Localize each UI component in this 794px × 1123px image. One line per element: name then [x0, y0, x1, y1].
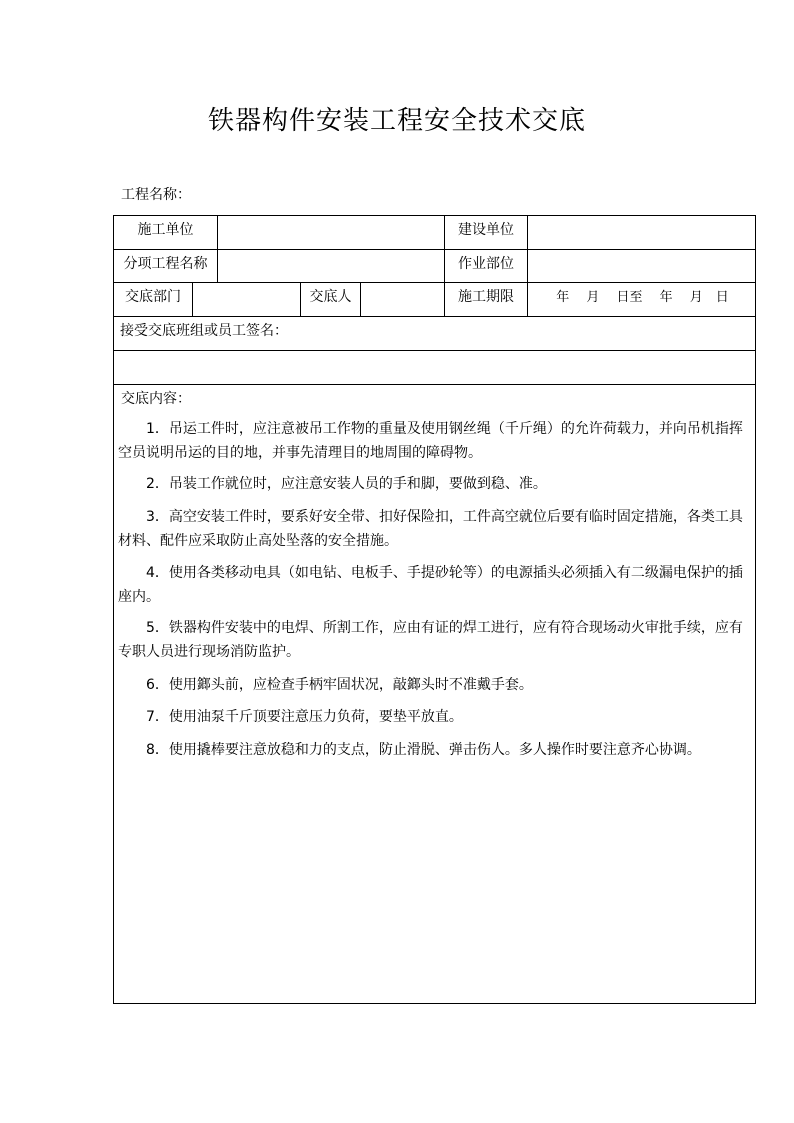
- content-item-1: [118, 417, 754, 465]
- person-field[interactable]: [361, 283, 445, 316]
- content-item-text: 8．使用撬棒要注意放稳和力的支点，防止滑脱、弹击伤人。多人操作时要注意齐心协调。: [146, 742, 701, 758]
- content-item-text: 5．铁器构件安装中的电焊、所割工作，应由有证的焊工进行，应有符合现场动火审批手续，应有专职人员进行现场消防监护。: [118, 620, 743, 660]
- form-row-signature-label: [114, 317, 755, 351]
- period-field[interactable]: 年 月 日至 年 月 日: [556, 290, 729, 305]
- builder-unit-label: 建设单位: [445, 216, 528, 249]
- content-item-8: [118, 738, 754, 762]
- construction-unit-label: 施工单位: [114, 216, 218, 249]
- content-item-text: 6．使用鎯头前，应检查手柄牢固状况，敲鎯头时不准戴手套。: [146, 677, 533, 693]
- period-label: 施工期限: [445, 283, 528, 316]
- content-item-text: 3．高空安装工件时，要系好安全带、扣好保险扣，工件高空就位后要有临时固定措施，各类工具材料、配件应采取防止高处坠落的安全措施。: [118, 509, 743, 549]
- form-row-units: [114, 216, 755, 250]
- project-name-label: 工程名称：: [121, 187, 191, 203]
- content-item-5: [118, 616, 754, 664]
- content-item-7: [118, 705, 754, 729]
- signature-label: 接受交底班组或员工签名：: [120, 323, 288, 339]
- form-row-dept: [114, 283, 755, 317]
- sub-project-field[interactable]: [218, 250, 445, 282]
- form-row-signature: [114, 351, 755, 385]
- person-label: 交底人: [301, 283, 361, 316]
- content-item-2: [118, 472, 754, 496]
- construction-unit-field[interactable]: [218, 216, 445, 249]
- content-item-4: [118, 561, 754, 609]
- content-item-6: [118, 673, 754, 697]
- dept-field[interactable]: [193, 283, 301, 316]
- document-title: 铁器构件安装工程安全技术交底: [207, 106, 586, 136]
- sub-project-label: 分项工程名称: [114, 250, 218, 282]
- builder-unit-field[interactable]: [528, 216, 757, 249]
- work-location-field[interactable]: [528, 250, 757, 282]
- disclosure-form: [113, 215, 756, 1004]
- content-item-text: 1．吊运工件时，应注意被吊工作物的重量及使用钢丝绳（千斤绳）的允许荷载力，并向吊机指挥空员说明吊运的目的地，并事先清理目的地周围的障碍物。: [118, 421, 743, 461]
- content-item-text: 2．吊装工作就位时，应注意安装人员的手和脚，要做到稳、准。: [146, 476, 547, 492]
- content-item-text: 7．使用油泵千斤顶要注意压力负荷，要垫平放直。: [146, 709, 463, 725]
- signature-field[interactable]: [114, 351, 755, 384]
- content-item-3: [118, 505, 754, 553]
- dept-label: 交底部门: [114, 283, 193, 316]
- content-label: 交底内容：: [121, 391, 191, 407]
- content-item-text: 4．使用各类移动电具（如电钻、电板手、手提砂轮等）的电源插头必须插入有二级漏电保护的插座内。: [118, 565, 743, 605]
- work-location-label: 作业部位: [445, 250, 528, 282]
- form-row-subproject: [114, 250, 755, 283]
